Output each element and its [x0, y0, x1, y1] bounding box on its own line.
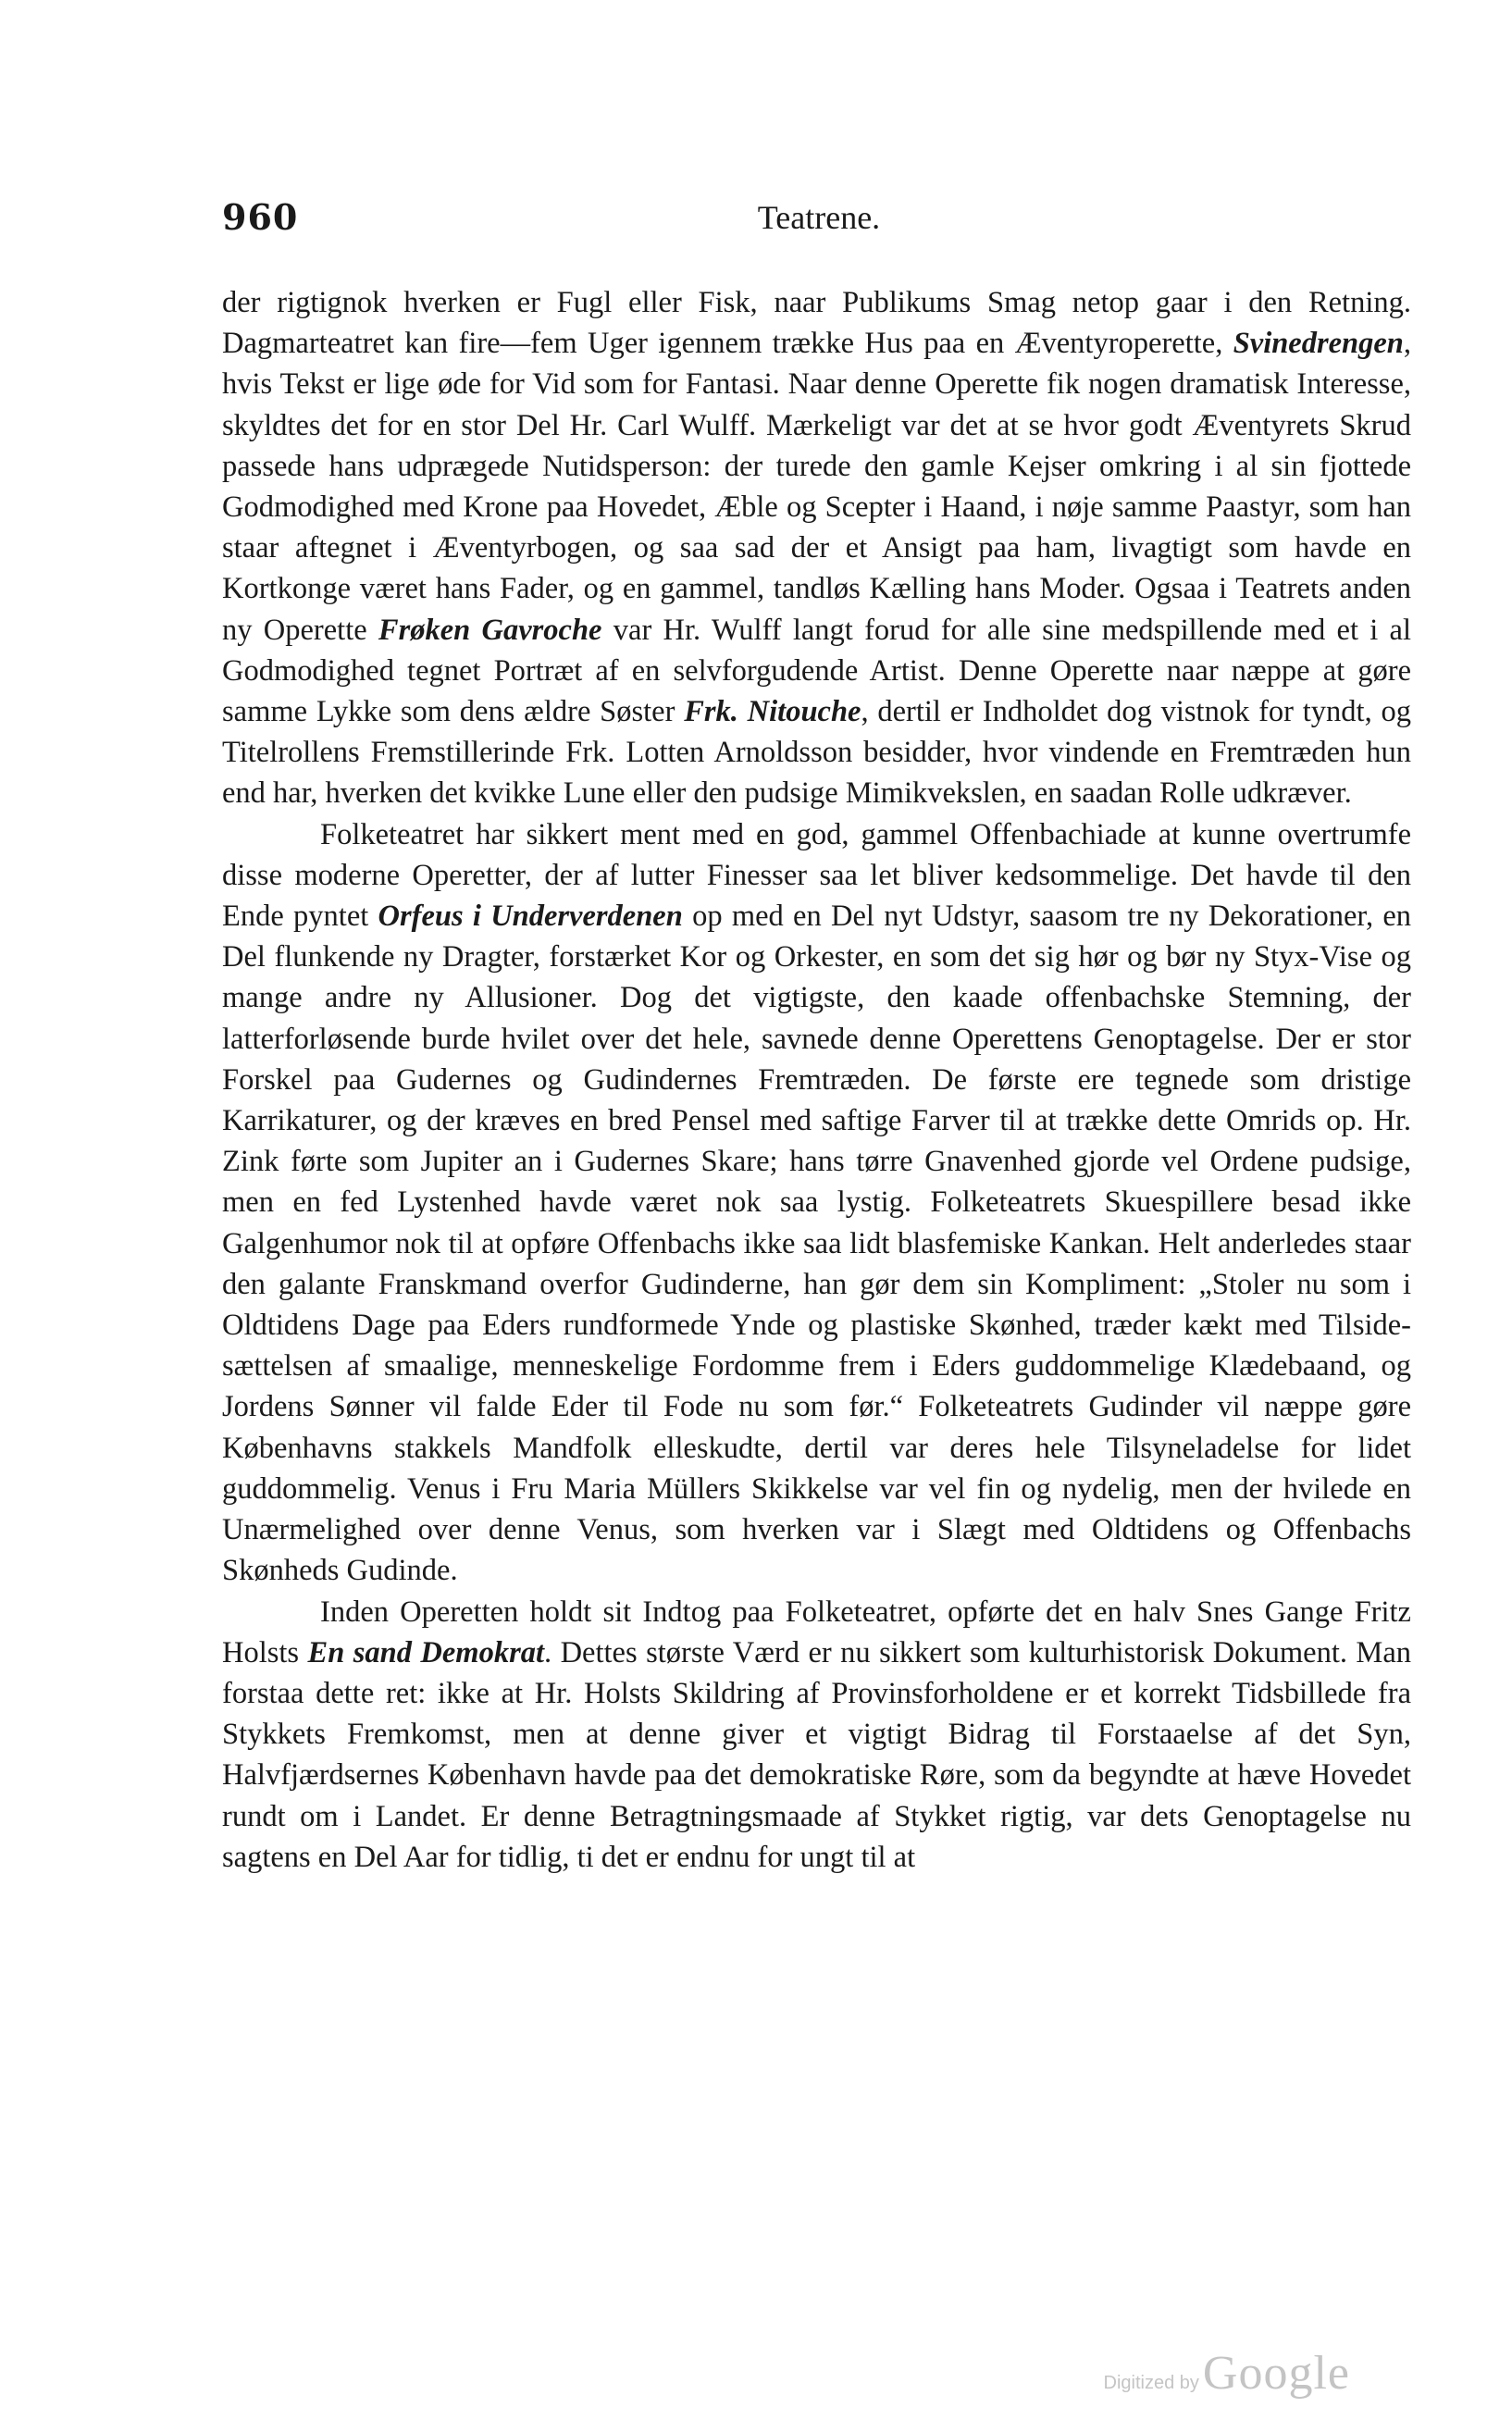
paragraph: [222, 1592, 1411, 1878]
body-text: [222, 282, 1411, 1878]
work-title: En sand Demokrat: [307, 1635, 545, 1669]
work-title: Orfeus i Underverdenen: [378, 900, 683, 934]
work-title: Frøken Gavroche: [378, 613, 602, 647]
work-title: Frk. Nitouche: [684, 695, 861, 729]
text-run: op med en Del nyt Udstyr, saasom tre ny Dekorationer, en Del flunkende ny Dragter, forstærket Kor og Orkester, en som det sig hør og bør ny Styx-Vise og mange andre ny Allusioner. Dog det vigtigste, den kaade offenbachske Stemning, der latterforløsende burde hvilet over det hele, savnede denne Operettens Genoptagelse. Der er stor Forskel paa Gudernes og Gudindernes Fremtræden. De første ere tegnede som dristige Karrikaturer, og der kræves en bred Pensel med saftige Farver til at trække dette Omrids op. Hr. Zink førte som Jupiter an i Gudernes Skare; hans tørre Gnavenhed gjorde vel Ordene pudsige, men en fed Lystenhed havde været nok saa lystig. Folketeatrets Skuespillere besad ikke Galgenhumor nok til at opføre Offenbachs ikke saa lidt blasfemiske Kankan. Helt anderledes staar den galante Franskmand overfor Gudinderne, han gør dem sin Kompliment: „Stoler nu som i Oldtidens Dage paa Eders rundformede Ynde og plastiske Skønhed, træder kækt med Tilsidesættelsen af smaalige, menneskelige Fordomme frem i Eders guddommelige Klædebaand, og Jordens Sønner vil falde Eder til Fode nu som før.“ Folketeatrets Gudinder vil næppe gøre Københavns stakkels Mandfolk elleskudte, dertil var deres hele Tilsyneladelse for lidet guddommelig. Venus i Fru Maria Müllers Skikkelse var vel fin og nydelig, men der hvilede en Unærmelighed over denne Venus, som hverken var i Slægt med Oldtidens og Offenbachs Skønheds Gudinde.: [222, 900, 1412, 1588]
text-run: , dertil er Indholdet dog vistnok for tyndt, og Titelrollens Fremstillerinde Frk. Lotten Arnoldsson besidder, hvor vindende en Fremtræden hun end har, hverken det kvikke Lune eller den pudsige Mimikvekslen, en saadan Rolle udkræver.: [222, 695, 1411, 811]
text-run: . Dettes største Værd er nu sikkert som kulturhistorisk Dokument. Man forstaa dette ret: ikke at Hr. Holsts Skildring af Provinsforholdene er et korrekt Tidsbillede fra Stykkets Fremkomst, men at denne giver et vigtigt Bidrag til Forstaaelse af det Syn, Halvfjærdsernes København havde paa det demokratiske Røre, som da begyndte at hæve Hovedet rundt om i Landet. Er denne Betragtningsmaade af Stykket rigtig, var dets Genoptagelse nu sagtens en Del Aar for tidlig, ti det er endnu for ungt til at: [222, 1635, 1412, 1874]
text-run: Folketeatret har sikkert ment med en god, gammel Offenbachiade at kunne overtrumfe disse moderne Operetter, der af lutter Finesser saa let bliver kedsommelige. Det havde til den Ende pyntet: [222, 817, 1411, 934]
google-logo: Google: [1202, 2347, 1350, 2400]
text-run: var Hr. Wulff langt forud for alle sine medspillende med et i al Godmodighed tegnet Portræt af en selvforgudende Artist. Denne Operette naar næppe at gøre samme Lykke som dens ældre Søster: [222, 613, 1411, 729]
text-run: , hvis Tekst er lige øde for Vid som for Fantasi. Naar denne Operette fik nogen dramatisk Interesse, skyldtes det for en stor Del Hr. Carl Wulff. Mærkeligt var det at se hvor godt Æventyrets Skrud passede hans udprægede Nutidsperson: der turede den gamle Kejser omkring i al sin fjottede Godmodighed med Krone paa Hovedet, Æble og Scepter i Haand, i nøje samme Paastyr, som han staar aftegnet i Æventyrbogen, og saa sad der et Ansigt paa ham, livagtigt som havde en Kortkonge været hans Fader, og en gammel, tandløs Kælling hans Moder. Ogsaa i Teatrets anden ny Operette: [222, 327, 1411, 647]
work-title: Svinedrengen: [1233, 327, 1404, 361]
running-title: Teatrene.: [757, 199, 881, 236]
digitized-by-label: Digitized by: [1103, 2373, 1199, 2393]
page-number: 960: [222, 196, 299, 238]
page-header: [222, 190, 1416, 245]
paragraph: [222, 282, 1411, 814]
text-run: Inden Operetten holdt sit Indtog paa Folketeatret, opførte det en halv Snes Gange Fritz Holsts: [222, 1595, 1411, 1669]
text-run: der rigtignok hverken er Fugl eller Fisk, naar Publikums Smag netop gaar i den Retning. Dagmarteatret kan fire—fem Uger igennem trække Hus paa en Æventyroperette,: [222, 286, 1411, 361]
paragraph: [222, 814, 1411, 1592]
digitized-watermark: [1103, 2346, 1350, 2400]
